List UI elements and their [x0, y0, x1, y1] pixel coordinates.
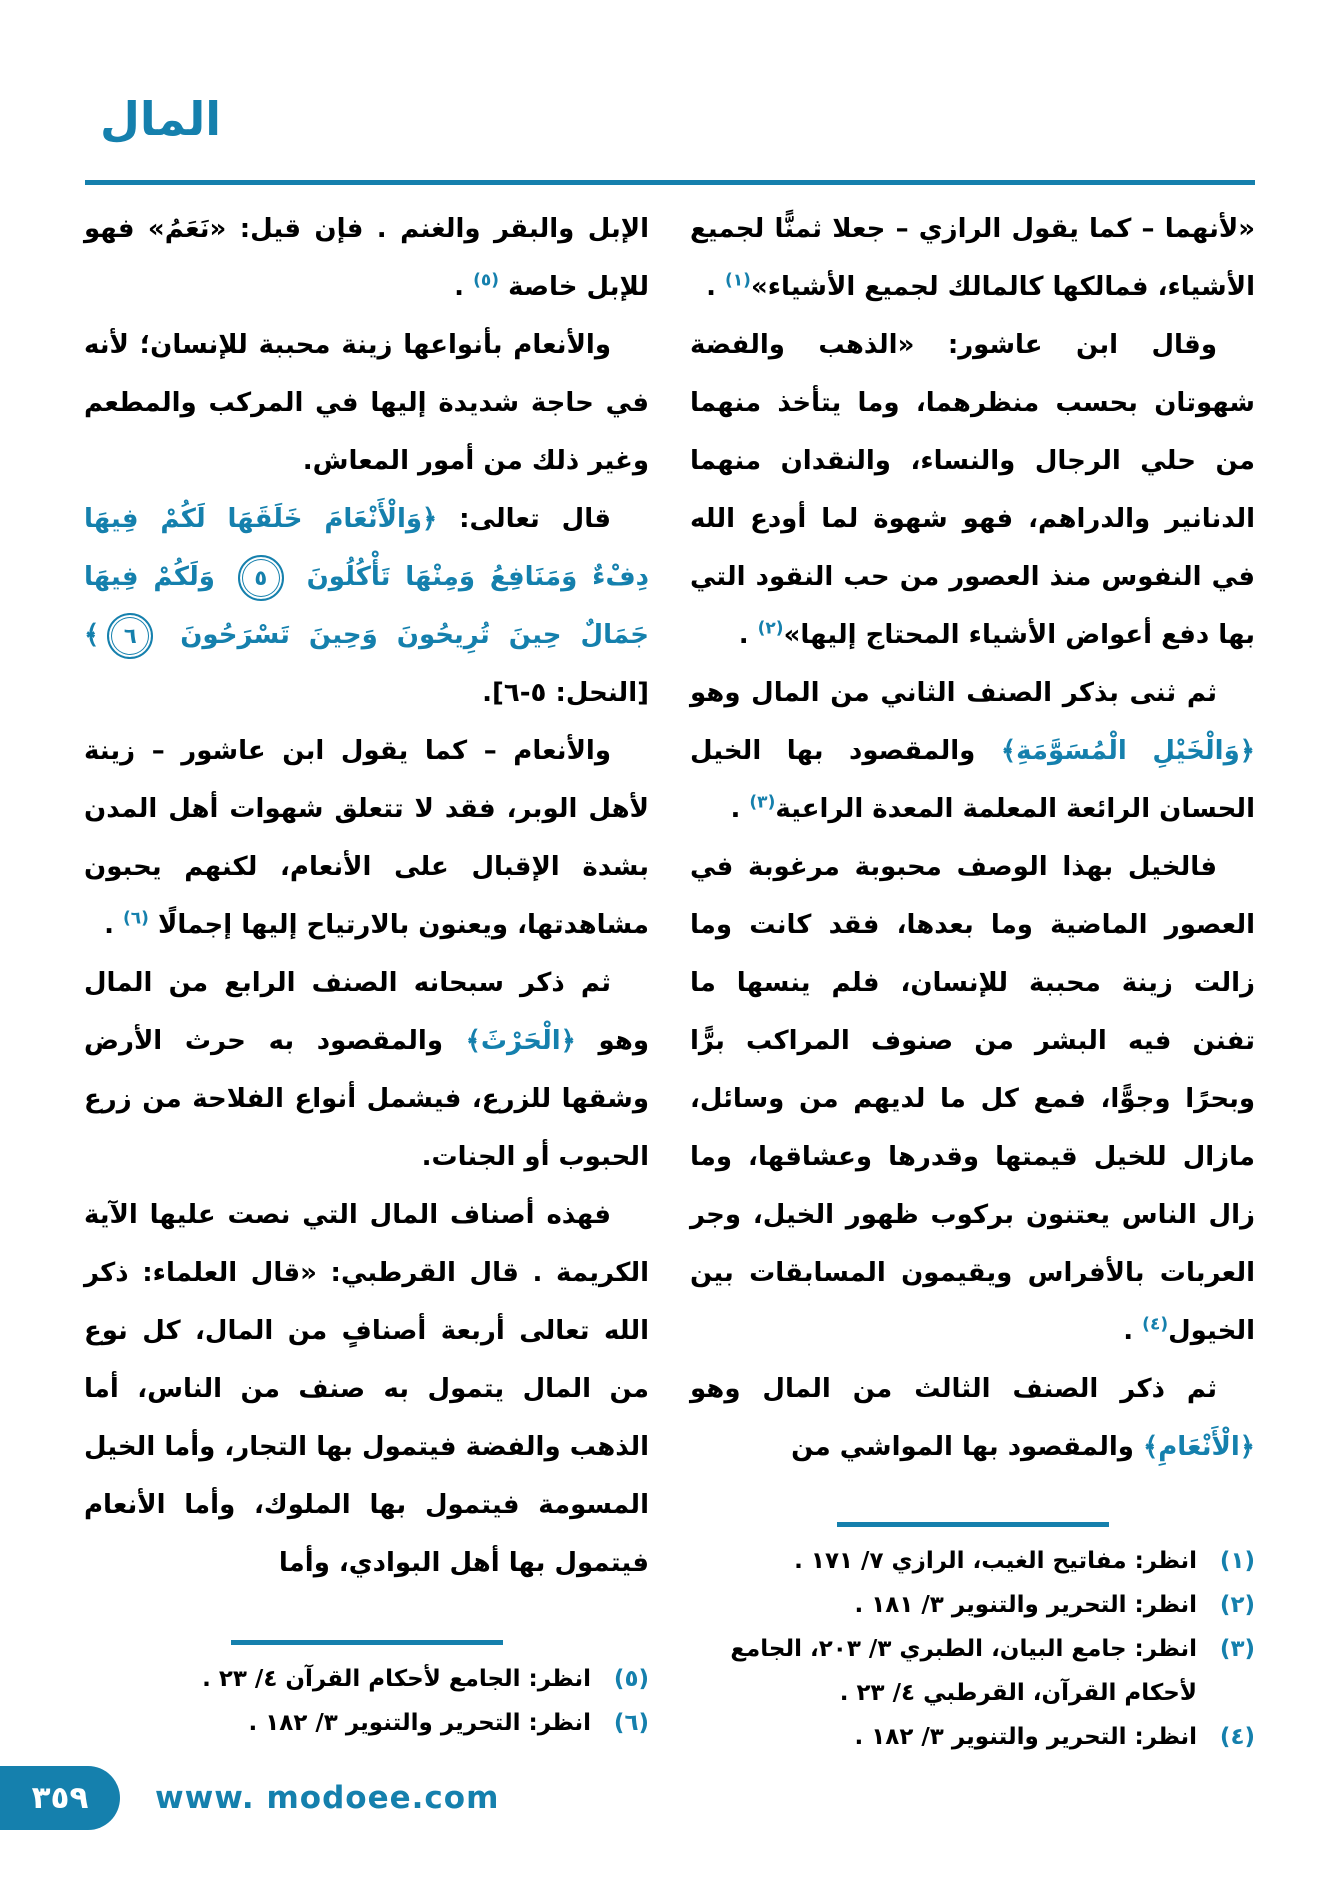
footnote-text: انظر: التحرير والتنوير ٣/ ١٨١ .: [854, 1592, 1197, 1618]
quran-quote: ﴿الْحَرْثَ﴾: [465, 1026, 576, 1056]
quran-quote: ﴿وَالْخَيْلِ الْمُسَوَّمَةِ﴾: [1000, 736, 1255, 766]
text-run: «لأنهما – كما يقول الرازي – جعلا ثمنًّا لجميع الأشياء، فمالكها كالمالك لجميع الأشياء»: [690, 214, 1255, 302]
left-column: [84, 200, 649, 1592]
footnote-ref: (١): [725, 270, 751, 291]
text-run: الإبل والبقر والغنم . فإن قيل: «نَعَمُ» فهو للإبل خاصة: [84, 214, 649, 302]
website-url: www. modoee.com: [155, 1780, 500, 1816]
paragraph: [690, 1360, 1255, 1476]
paragraph: [84, 200, 649, 316]
footnote: [690, 1715, 1255, 1759]
text-run: وقال ابن عاشور: «الذهب والفضة شهوتان بحسب منظرهما، وما يتأخذ منهما من حلي الرجال والنساء، والنقدان منهما الدنانير والدراهم، فهو شهوة لما أودع الله في النفوس منذ العصور من حب النقود التي بها دفع أعواض الأشياء المحتاج إليها»: [690, 330, 1255, 650]
page-title: المال: [100, 92, 222, 146]
footnote-ref: (٥): [473, 270, 500, 291]
right-column: [690, 200, 1255, 1476]
paragraph: [84, 490, 649, 722]
text-run: .: [1123, 1316, 1143, 1346]
text-run: قال تعالى:: [437, 504, 611, 534]
footnote-ref: (٢): [757, 618, 784, 639]
page-number: ٣٥٩: [31, 1780, 89, 1816]
footnote-number: (١): [1219, 1548, 1255, 1574]
paragraph: [84, 722, 649, 954]
paragraph: [84, 1186, 649, 1592]
text-run: فهذه أصناف المال التي نصت عليها الآية الكريمة . قال القرطبي: «قال العلماء: ذكر الله تعالى أربعة أصنافٍ من المال، كل نوع من المال يتمول به صنف من الناس، أما الذهب والفضة فيتمول بها التجار، وأما الخيل المسومة فيتمول بها الملوك، وأما الأنعام فيتمول بها أهل البوادي، وأما: [84, 1200, 649, 1578]
right-column-footnotes: [690, 1522, 1255, 1759]
text-run: فالخيل بهذا الوصف محبوبة مرغوبة في العصور الماضية وما بعدها، فقد كانت وما زالت زينة محببة للإنسان، فلم ينسها ما تفنن فيه البشر من صنوف المراكب برًّا وبحرًا وجوًّا، فمع كل ما لديهم من وسائل، مازال للخيل قيمتها وقدرها وعشاقها، وما زال الناس يعتنون بركوب ظهور الخيل، وجر العربات بالأفراس ويقيمون المسابقات بين الخيول: [690, 852, 1255, 1346]
text-run: ثم ثنى بذكر الصنف الثاني من المال وهو: [690, 678, 1217, 708]
text-run: والأنعام بأنواعها زينة محببة للإنسان؛ لأنه في حاجة شديدة إليها في المركب والمطعم وغير ذلك من أمور المعاش.: [84, 330, 649, 476]
footnote-number: (٥): [613, 1666, 649, 1692]
footnote-list: [84, 1657, 649, 1745]
quran-quote: ﴿وَالْأَنْعَامَ خَلَقَهَا لَكُمْ فِيهَا دِفْءٌ وَمَنَافِعُ وَمِنْهَا تَأْكُلُونَ: [84, 504, 649, 592]
text-run: .: [454, 272, 474, 302]
text-run: .: [706, 272, 725, 302]
paragraph: [84, 954, 649, 1186]
footnote-ref: (٣): [749, 792, 776, 813]
text-run: والمقصود بها المواشي من: [791, 1432, 1143, 1462]
footnote-ref: (٦): [123, 908, 149, 929]
paragraph: [84, 316, 649, 490]
text-run: [النحل: ٥-٦].: [482, 678, 649, 708]
footnote-divider: [231, 1640, 503, 1645]
quran-quote: ﴾: [84, 620, 100, 650]
text-run: والمقصود بها الخيل الحسان الرائعة المعلمة المعدة الراعية: [690, 736, 1255, 824]
quran-quote: ﴿الْأَنْعَامِ﴾: [1143, 1432, 1255, 1462]
paragraph: [690, 200, 1255, 316]
footnote: [690, 1539, 1255, 1583]
text-run: .: [738, 620, 758, 650]
footnote-list: [690, 1539, 1255, 1759]
left-column-footnotes: [84, 1640, 649, 1745]
footnote-text: انظر: التحرير والتنوير ٣/ ١٨٢ .: [854, 1724, 1197, 1750]
paragraph: [690, 838, 1255, 1360]
header-rule: [85, 180, 1255, 185]
footnote-divider: [837, 1522, 1109, 1527]
paragraph: [690, 316, 1255, 664]
footnote: [690, 1583, 1255, 1627]
text-run: ثم ذكر الصنف الثالث من المال وهو: [690, 1374, 1217, 1404]
page-number-badge: [0, 1766, 120, 1830]
quran-quote: وَلَكُمْ فِيهَا جَمَالٌ حِينَ تُرِيحُونَ وَحِينَ تَسْرَحُونَ: [84, 562, 649, 650]
text-run: والمقصود به حرث الأرض وشقها للزرع، فيشمل أنواع الفلاحة من زرع الحبوب أو الجنات.: [84, 1026, 649, 1172]
footnote-text: انظر: مفاتيح الغيب، الرازي ٧/ ١٧١ .: [794, 1548, 1197, 1574]
footnote: [690, 1627, 1255, 1715]
text-run: .: [104, 910, 123, 940]
footnote-ref: (٤): [1142, 1314, 1169, 1335]
text-run: .: [730, 794, 750, 824]
footnote: [84, 1657, 649, 1701]
text-run: ثم ذكر سبحانه الصنف الرابع من المال وهو: [84, 968, 650, 1056]
footnote: [84, 1701, 649, 1745]
footnote-number: (٢): [1219, 1592, 1255, 1618]
footnote-number: (٦): [613, 1710, 649, 1736]
footnote-text: انظر: جامع البيان، الطبري ٣/ ٢٠٣، الجامع لأحكام القرآن، القرطبي ٤/ ٢٣ .: [730, 1636, 1197, 1706]
ayah-number-medallion: ٦: [107, 613, 153, 659]
footnote-text: انظر: الجامع لأحكام القرآن ٤/ ٢٣ .: [202, 1666, 591, 1692]
ayah-number-medallion: ٥: [238, 555, 284, 601]
text-run: والأنعام – كما يقول ابن عاشور – زينة لأهل الوبر، فقد لا تتعلق شهوات أهل المدن بشدة الإقبال على الأنعام، لكنهم يحبون مشاهدتها، ويعنون بالارتياح إليها إجمالًا: [84, 736, 649, 940]
footnote-number: (٤): [1219, 1724, 1255, 1750]
footnote-number: (٣): [1219, 1636, 1255, 1662]
paragraph: [690, 664, 1255, 838]
footnote-text: انظر: التحرير والتنوير ٣/ ١٨٢ .: [248, 1710, 591, 1736]
